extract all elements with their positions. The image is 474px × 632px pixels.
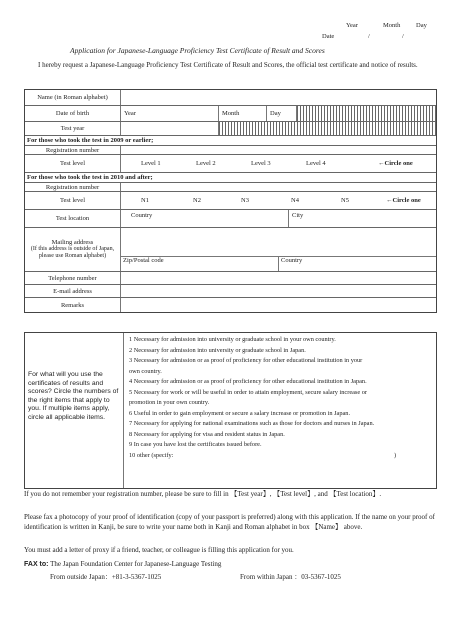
fax-within-japan: From within Japan ：03-5367-1025	[240, 573, 341, 581]
fax-to-label: FAX to:	[24, 561, 49, 568]
section-2009	[25, 136, 436, 146]
application-form	[24, 89, 437, 313]
level-1-option[interactable]: Level 1	[141, 160, 161, 167]
reg-row-new	[25, 183, 436, 192]
reg-number-field-old[interactable]	[121, 146, 436, 154]
dob-month-field[interactable]: Month	[219, 106, 267, 121]
purpose-box	[24, 332, 437, 489]
level-n1-option[interactable]: N1	[141, 197, 149, 204]
purpose-item-5[interactable]: 5 Necessary for work or will be useful in order to attain employment, secure salary increase or	[129, 388, 367, 396]
location-country-field[interactable]: Country	[121, 210, 289, 227]
telephone-field[interactable]	[121, 272, 436, 284]
dob-hatched-area	[297, 106, 436, 121]
year-header: Year	[346, 22, 358, 29]
purpose-item-8[interactable]: 8 Necessary for applying for visa and resident status in Japan.	[129, 430, 285, 438]
name-field[interactable]	[121, 90, 436, 105]
name-label: Name (in Roman alphabet)	[25, 90, 121, 105]
zip-field[interactable]: Zip/Postal code	[121, 257, 279, 271]
proxy-note: You must add a letter of proxy if a friend, teacher, or colleague is filling this application for you.	[24, 546, 294, 554]
level-4-option[interactable]: Level 4	[306, 160, 326, 167]
location-row	[25, 210, 436, 228]
level-2-option[interactable]: Level 2	[196, 160, 216, 167]
location-city-field[interactable]: City	[292, 212, 304, 219]
circle-one-new: ←Circle one	[386, 197, 421, 204]
request-text: I hereby request a Japanese-Language Proficiency Test Certificate of Result and Scores, the official test certificate and notice of results.	[38, 61, 418, 69]
remarks-field[interactable]	[121, 298, 436, 312]
level-n4-option[interactable]: N4	[291, 197, 299, 204]
mailing-row	[25, 228, 436, 272]
dob-year-field[interactable]: Year	[121, 106, 219, 121]
test-level-label-old: Test level	[25, 155, 121, 172]
purpose-other-close: )	[394, 451, 397, 459]
level-3-option[interactable]: Level 3	[251, 160, 271, 167]
test-year-label: Test year	[25, 122, 121, 135]
level-n3-option[interactable]: N3	[241, 197, 249, 204]
level-row-old	[25, 155, 436, 173]
purpose-item-5-cont: promotion in your own country.	[129, 399, 210, 406]
purpose-list	[129, 335, 397, 461]
remarks-label: Remarks	[25, 298, 121, 312]
email-label: E-mail address	[25, 285, 121, 297]
page-title: Application for Japanese-Language Proficiency Test Certificate of Result and Scores	[70, 46, 325, 55]
purpose-item-6[interactable]: 6 Useful in order to gain employment or secure a salary increase or promotion in Japan.	[129, 409, 351, 417]
telephone-label: Telephone number	[25, 272, 121, 284]
level-row-new	[25, 192, 436, 210]
email-field[interactable]	[121, 285, 436, 297]
day-header: Day	[416, 22, 427, 29]
fax-id-note: Please fax a photocopy of your proof of identification (copy of your passport is preferred) along with this application. If the name on your proof of identification is written in Kanji, be sure to write your name both in Kanji and Roman alphabet in box 【Name】 above.	[24, 513, 435, 531]
level-n5-option[interactable]: N5	[341, 197, 349, 204]
dob-row	[25, 106, 436, 122]
fax-to-recipient: The Japan Foundation Center for Japanese-Language Testing	[50, 560, 222, 568]
purpose-item-3-cont: own country.	[129, 367, 162, 375]
reg-number-label-new: Registration number	[25, 183, 121, 191]
registration-note: If you do not remember your registration number, please be sure to fill in 【Test year】, 【Test level】, and 【Test location】.	[24, 490, 382, 498]
date-slash-1: /	[368, 33, 370, 40]
test-year-row	[25, 122, 436, 136]
month-header: Month	[383, 22, 401, 29]
purpose-item-9[interactable]: 9 In case you have lost the certificates issued before.	[129, 441, 262, 448]
dob-label: Date of birth	[25, 106, 121, 121]
date-label: Date	[322, 33, 335, 40]
test-location-label: Test location	[25, 210, 121, 227]
test-year-field[interactable]	[121, 122, 219, 135]
section-2009-title: For those who took the test in 2009 or earlier;	[27, 137, 154, 144]
remarks-row	[25, 298, 436, 312]
mailing-note: (If this address is outside of Japan, please use Roman alphabet)	[30, 246, 115, 259]
name-row	[25, 90, 436, 106]
circle-one-old: ←Circle one	[378, 160, 413, 167]
section-2010	[25, 173, 436, 183]
dob-day-field[interactable]: Day	[267, 106, 297, 121]
purpose-item-10[interactable]: 10 other (specify:	[129, 451, 174, 459]
date-slash-2: /	[402, 33, 404, 40]
purpose-item-2[interactable]: 2 Necessary for admission into university or graduate school in Japan.	[129, 346, 306, 354]
level-n2-option[interactable]: N2	[193, 197, 201, 204]
reg-number-label: Registration number	[25, 146, 121, 154]
section-2010-title: For those who took the test in 2010 and after;	[27, 174, 153, 181]
email-row	[25, 285, 436, 298]
purpose-item-3[interactable]: 3 Necessary for admission or as proof of proficiency for other educational institution in your	[129, 357, 363, 364]
test-level-label-new: Test level	[25, 192, 121, 209]
reg-row-old	[25, 146, 436, 155]
mailing-address-field[interactable]	[121, 228, 436, 257]
telephone-row	[25, 272, 436, 285]
mailing-country-field[interactable]: Country	[281, 257, 303, 264]
mailing-label: Mailing address	[51, 239, 94, 246]
fax-outside-japan: From outside Japan：+81-3-5367-1025	[50, 573, 162, 581]
purpose-question: For what will you use the certificates of results and scores? Circle the numbers of the right items that apply to you. If multiple items apply, circle all applicable items.	[28, 371, 119, 421]
test-year-hatched-area	[219, 122, 436, 135]
reg-number-field-new[interactable]	[121, 183, 436, 191]
purpose-item-1[interactable]: 1 Necessary for admission into university or graduate school in your own country.	[129, 336, 336, 343]
purpose-item-4[interactable]: 4 Necessary for admission or as proof of proficiency for other educational institution in Japan.	[129, 378, 367, 385]
purpose-item-7[interactable]: 7 Necessary for applying for national examinations such as those for doctors and nurses in Japan.	[129, 420, 375, 427]
